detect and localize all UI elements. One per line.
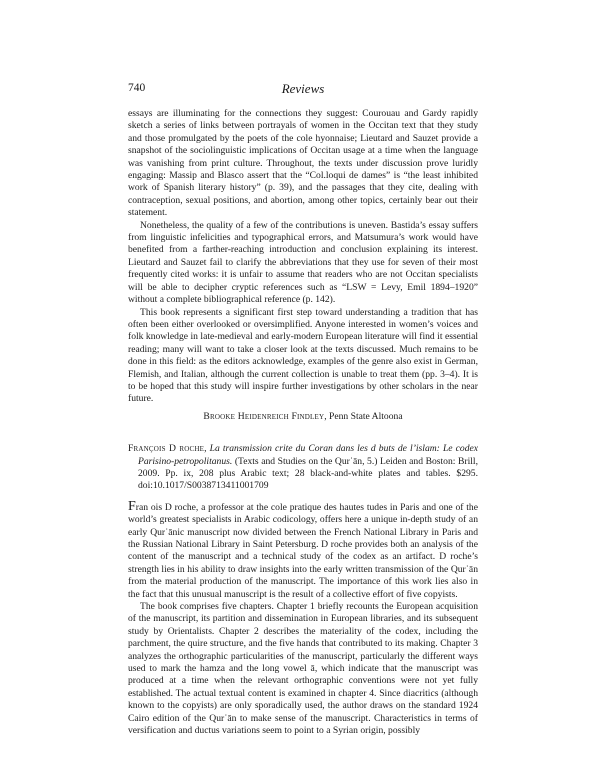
reviewer-name: Brooke Heidenreich Findley [203, 410, 325, 422]
page-number: 740 [128, 82, 146, 94]
initial-letter: F [128, 498, 136, 514]
review2-paragraph-1-text: ran ois D roche, a professor at the cole pratique des hautes tudes in Paris and one of the world’s greatest specialists in Arabic codicology, offers here a unique in-depth study of an early Qurʾānic manuscript now divided between the French National Library in Paris and the Russian National Library in Saint Petersburg. D roche provides both an analysis of the content of the manuscript and a technical study of the codex as an artifact. D roche’s strength lies in his ability to draw insights into the early written transmission of the Qurʾān from the material production of the manuscript. The importance of this work lies also in the fact that this unusual manuscript is the result of a collective effort of five copyists. [128, 501, 478, 600]
book-author: François D roche [128, 443, 205, 455]
reviewer-signature [128, 411, 478, 423]
book-publication-details: (Texts and Studies on the Qurʾān, 5.) Leiden and Boston: Brill, 2009. Pp. ix, 208 plus Arabic text; 28 black-and-white plates and tables. $295. doi:10.1017/S0038713411001709 [138, 455, 478, 492]
book-title: La transmission crite du Coran dans les d buts de l’islam: Le codex Parisino-petropolitanus. [138, 443, 479, 467]
page-body [128, 108, 478, 738]
review1-paragraph-1: essays are illuminating for the connections they suggest: Courouau and Gardy rapidly sketch a series of links between portrayals of women in the Occitan text that they study and those promulgated by the poets of the cole hyonnaise; Lieutard and Sauzet provide a snapshot of the sociolinguistic implications of Occitan usage at a time when the language was vanishing from print culture. Throughout, the texts under discussion prove luridly engaging: Massip and Blasco assert that the “Col.loqui de dames” is “the least inhibited work of Spanish literary history” (p. 39), and the passages that they cite, dealing with contraception, sexual positions, and abortion, among other topics, certainly bear out their statement. [128, 108, 478, 219]
review-deroche [128, 443, 478, 737]
page-header [128, 82, 478, 98]
review2-paragraph-2: The book comprises five chapters. Chapter 1 briefly recounts the European acquisition of the manuscript, its partition and dissemination in European libraries, and its subsequent study by Orientalists. Chapter 2 describes the materiality of the codex, including the parchment, the quire structure, and the five hands that contributed to its making. Chapter 3 analyzes the orthographic particularities of the manuscript, particularly the different ways used to mark the hamza and the long vowel ā, which indicate that the manuscript was produced at a time when the relevant orthographic conventions were not yet fully established. The actual textual content is examined in chapter 4. Since diacritics (although known to the copyists) are only sporadically used, the author draws on the standard 1924 Cairo edition of the Qurʾān to make sense of the manuscript. Characteristics in terms of versification and ductus variations seem to point to a Syrian origin, possibly [128, 601, 478, 737]
review-findley [128, 108, 478, 423]
review2-body [128, 498, 478, 738]
reviewer-affiliation: , Penn State Altoona [324, 410, 403, 422]
running-head: Reviews [281, 81, 325, 96]
review2-paragraph-1 [128, 498, 478, 601]
bibliographic-entry: François D roche, La transmission crite du Coran dans les d buts de l’islam: Le codex Parisino-petropolitanus. (Texts and Studies on the Qurʾān, 5.) Leiden and Boston: Brill, 2009. Pp. ix, 208 plus Arabic text; 28 black-and-white plates and tables. $295. doi:10.1017/S0038713411001709 [128, 443, 479, 492]
review1-paragraph-2: Nonetheless, the quality of a few of the contributions is uneven. Bastida’s essay suffers from linguistic infelicities and typographical errors, and Matsumura’s work would have benefited from a farther-reaching introduction and conclusion explaining its interest. Lieutard and Sauzet fail to clarify the abbreviations that they use for seven of their most frequently cited works: it is unfair to assume that readers who are not Occitan specialists will be able to decipher cryptic references such as “LSW = Levy, Emil 1894–1920” without a complete bibliographical reference (p. 142). [128, 219, 478, 306]
review1-paragraph-3: This book represents a significant first step toward understanding a tradition that has often been either overlooked or oversimplified. Anyone interested in women’s voices and folk knowledge in late-medieval and early-modern European literature will find it essential reading; many will want to take a closer look at the texts discussed. Much remains to be done in this field: as the editors acknowledge, examples of the genre also exist in German, Flemish, and Italian, although the current collection is unable to treat them (pp. 3–4). It is to be hoped that this study will inspire further investigations by other scholars in the near future. [128, 306, 478, 405]
